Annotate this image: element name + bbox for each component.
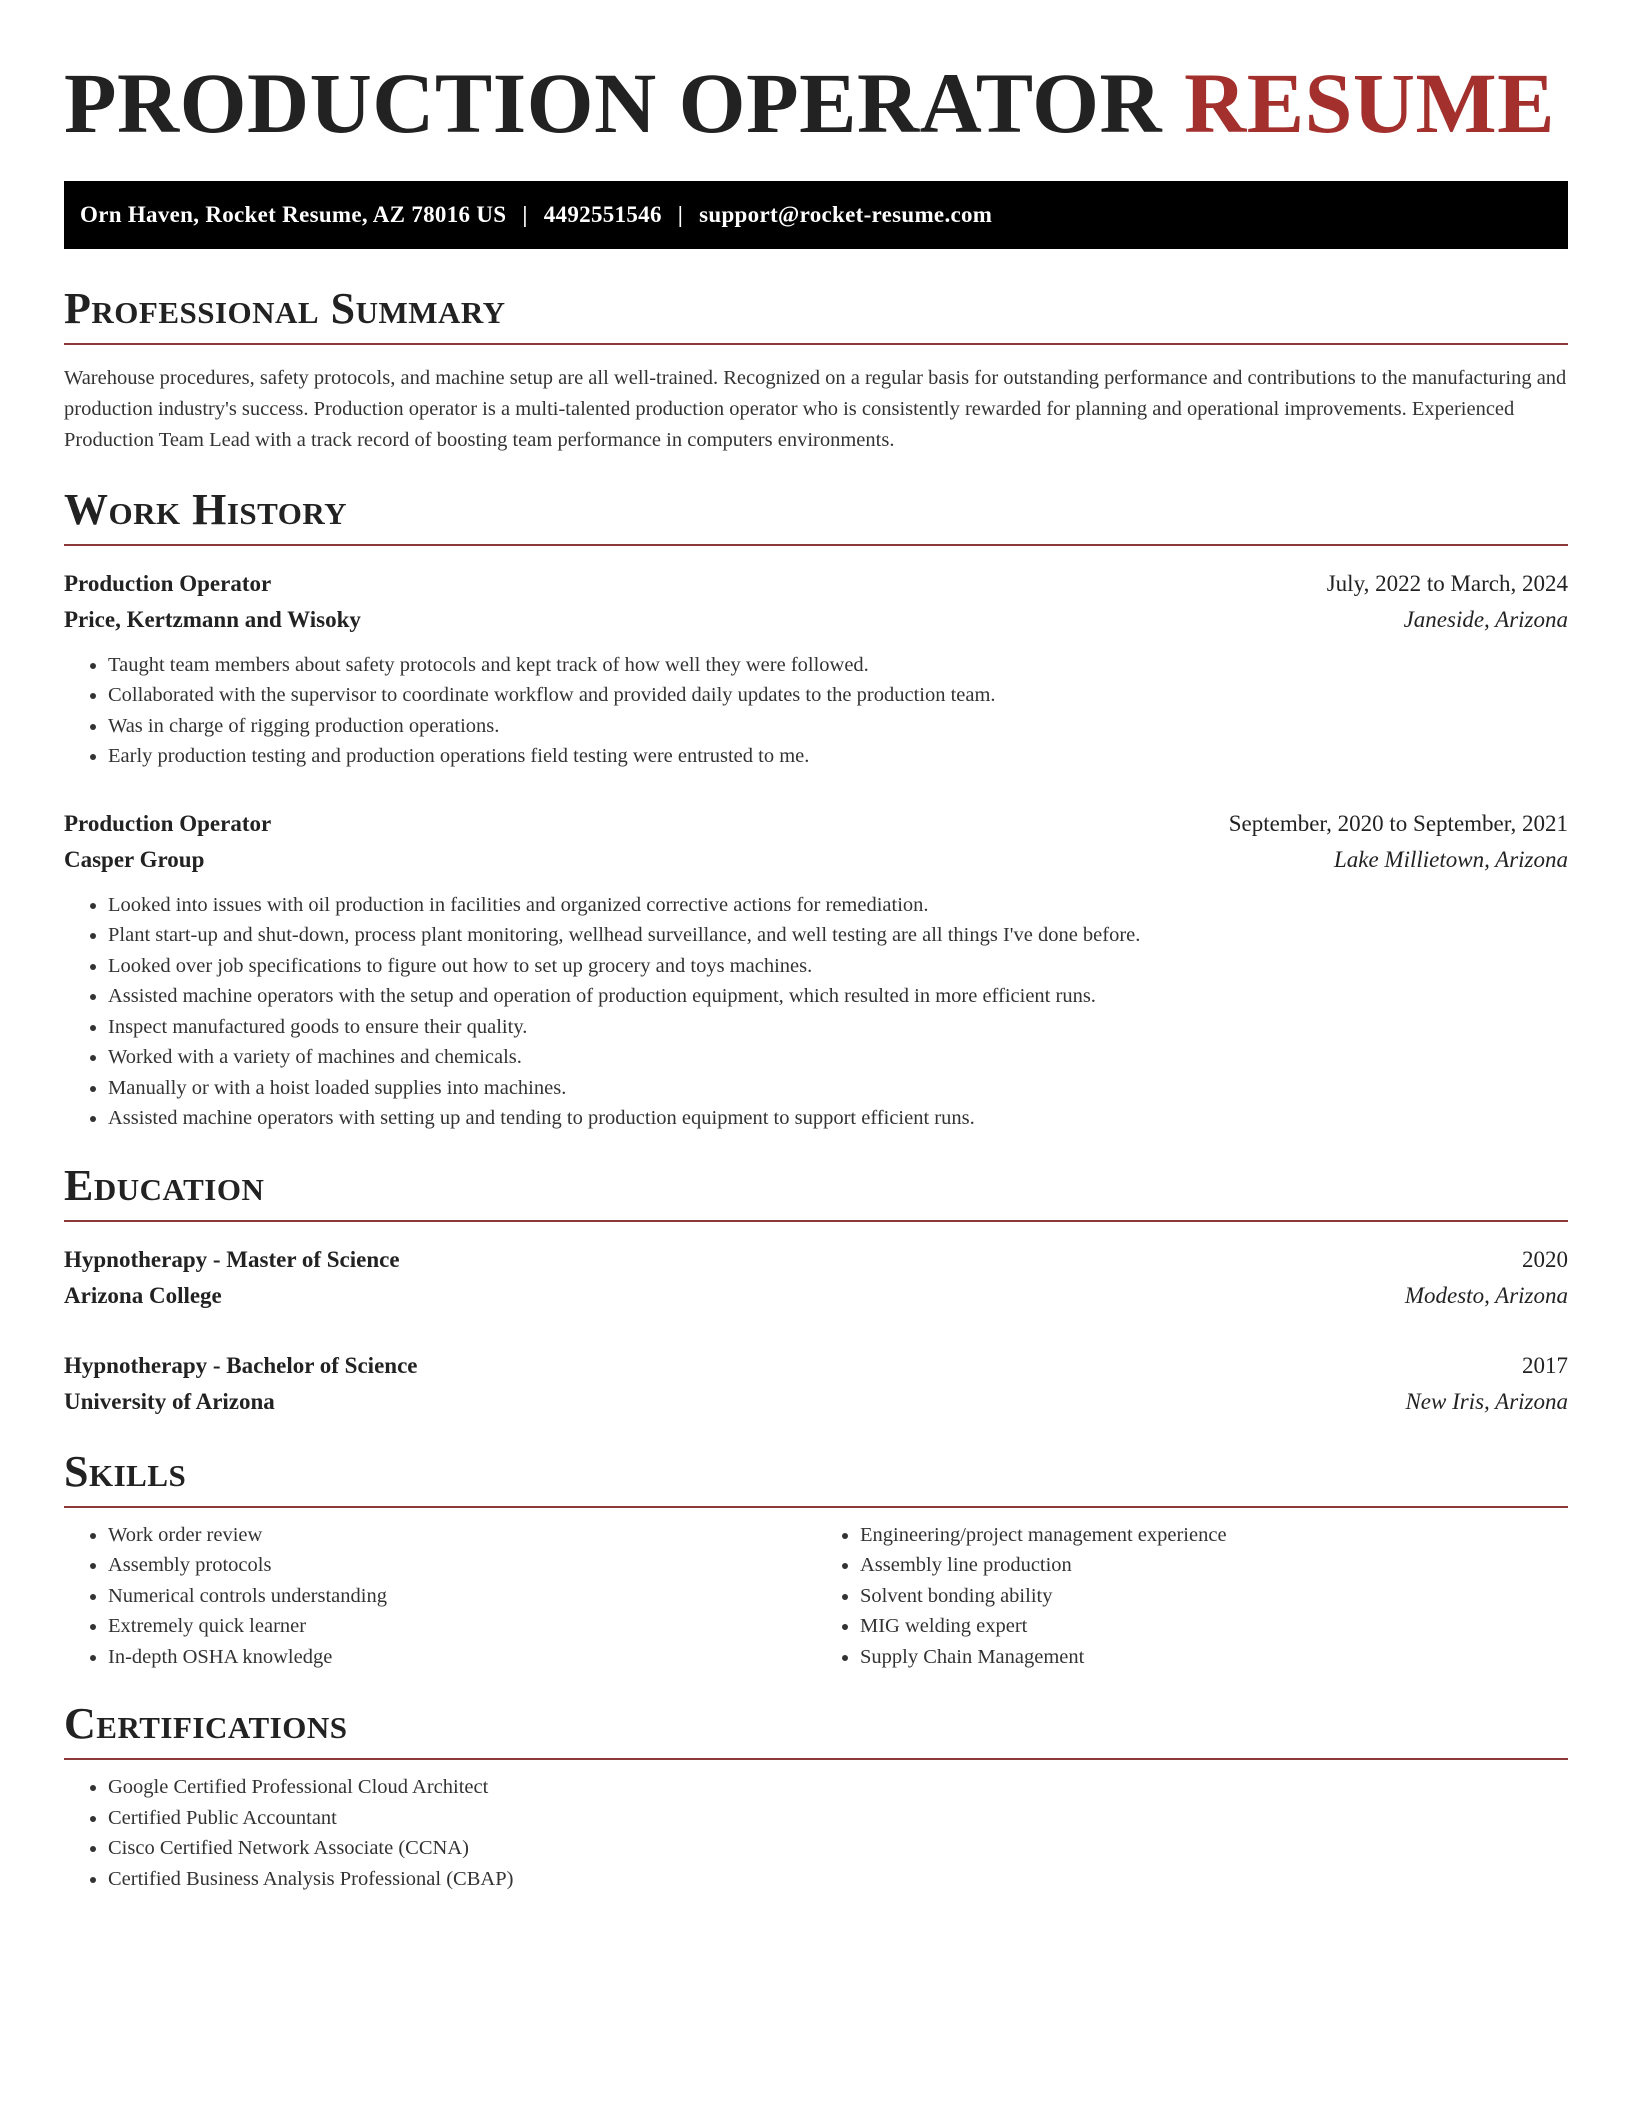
section-divider [64,1758,1568,1760]
work-section [64,484,1568,1134]
job-dates: September, 2020 to September, 2021 [1228,810,1568,836]
section-divider [64,343,1568,345]
list-item: • Work order review [108,1520,816,1551]
list-item: • Cisco Certified Network Associate (CCNA) [108,1833,1568,1864]
title-accent: RESUME [1184,55,1556,151]
work-heading: Work History [64,484,348,534]
summary-text: Warehouse procedures, safety protocols, and machine setup are all well-trained. Recognized on a regular basis for outstanding performance and contributions to the manufacturing and production industry's success. Production operator is a multi-talented production operator who is consistently rewarded for planning and operational improvements. Experienced Production Team Lead with a track record of boosting team performance in computers environments. [64,366,1567,451]
skills-column-left [64,1520,816,1673]
contact-separator: | [677,201,684,227]
contact-email: support@rocket-resume.com [699,201,993,227]
degree-year: 2017 [1522,1352,1568,1378]
list-item: • Looked over job specifications to figure out how to set up grocery and toys machines. [108,951,1568,982]
section-divider [64,1506,1568,1508]
list-item: • Certified Business Analysis Professional (CBAP) [108,1864,1568,1895]
contact-phone: 4492551546 [543,201,662,227]
section-divider [64,1220,1568,1222]
job-location: Lake Millietown, Arizona [1333,846,1568,872]
list-item: • Was in charge of rigging production operations. [108,711,1568,742]
skills-grid [64,1520,1568,1673]
list-item: • Assembly line production [860,1550,1568,1581]
contact-address: Orn Haven, Rocket Resume, AZ 78016 US [80,201,507,227]
job-title: Production Operator [64,810,272,836]
list-item: • MIG welding expert [860,1611,1568,1642]
list-item: • Assisted machine operators with the setup and operation of production equipment, which resulted in more efficient runs. [108,981,1568,1012]
list-item: • Extremely quick learner [108,1611,816,1642]
list-item: • Google Certified Professional Cloud Architect [108,1772,1568,1803]
degree: Hypnotherapy - Master of Science [64,1246,400,1272]
school-location: Modesto, Arizona [1404,1282,1568,1308]
certifications-list [64,1772,1568,1894]
title-main: PRODUCTION OPERATOR [64,55,1163,151]
job-bullets [64,650,1568,772]
job-location: Janeside, Arizona [1403,606,1568,632]
skills-column-right [816,1520,1568,1673]
resume-title [64,56,1568,151]
education-section [64,1160,1568,1420]
list-item: • Assisted machine operators with setting up and tending to production equipment to support efficient runs. [108,1103,1568,1134]
list-item: • Inspect manufactured goods to ensure their quality. [108,1012,1568,1043]
education-heading: Education [64,1160,265,1210]
degree-year: 2020 [1522,1246,1568,1272]
skills-section [64,1446,1568,1673]
list-item: • Early production testing and production operations field testing were entrusted to me. [108,741,1568,772]
list-item: • Collaborated with the supervisor to coordinate workflow and provided daily updates to the production team. [108,680,1568,711]
work-entry [64,806,1568,1134]
summary-section [64,283,1568,456]
education-entry [64,1348,1568,1420]
skills-heading: Skills [64,1446,187,1496]
school: Arizona College [64,1282,222,1308]
contact-separator: | [522,201,528,227]
list-item: • Worked with a variety of machines and chemicals. [108,1042,1568,1073]
certifications-heading: Certifications [64,1699,348,1749]
education-entry [64,1242,1568,1314]
job-bullets [64,890,1568,1134]
list-item: • Certified Public Accountant [108,1803,1568,1834]
job-company: Price, Kertzmann and Wisoky [64,606,361,632]
section-divider [64,544,1568,546]
school-location: New Iris, Arizona [1405,1388,1568,1414]
job-dates: July, 2022 to March, 2024 [1326,570,1568,596]
summary-heading: Professional Summary [64,283,506,333]
list-item: • Plant start-up and shut-down, process plant monitoring, wellhead surveillance, and well testing are all things I've done before. [108,920,1568,951]
certifications-section [64,1699,1568,1894]
list-item: • Numerical controls understanding [108,1581,816,1612]
list-item: • Assembly protocols [108,1550,816,1581]
list-item: • Engineering/project management experience [860,1520,1568,1551]
school: University of Arizona [64,1388,275,1414]
list-item: • Solvent bonding ability [860,1581,1568,1612]
list-item: • Taught team members about safety protocols and kept track of how well they were followed. [108,650,1568,681]
job-title: Production Operator [64,570,272,596]
job-company: Casper Group [64,846,205,872]
list-item: • Looked into issues with oil production in facilities and organized corrective actions for remediation. [108,890,1568,921]
list-item: • In-depth OSHA knowledge [108,1642,816,1673]
work-entry [64,566,1568,772]
contact-bar [64,181,1568,249]
list-item: • Supply Chain Management [860,1642,1568,1673]
list-item: • Manually or with a hoist loaded supplies into machines. [108,1073,1568,1104]
degree: Hypnotherapy - Bachelor of Science [64,1352,418,1378]
